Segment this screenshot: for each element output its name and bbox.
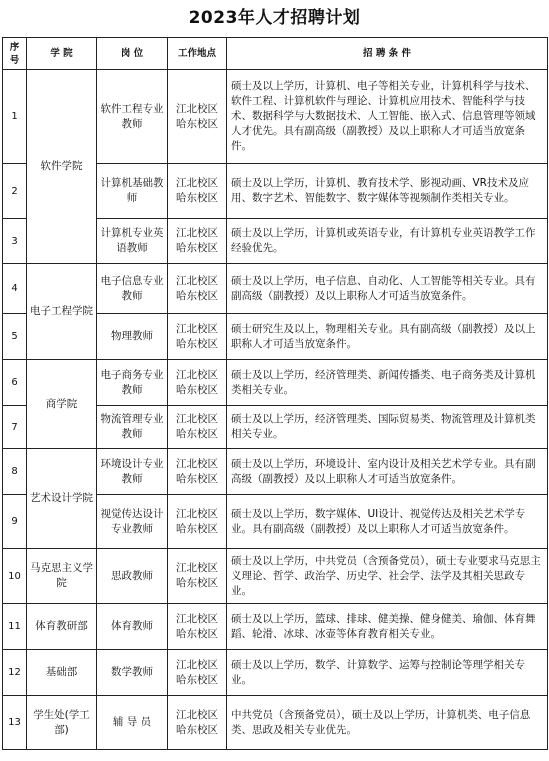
requirements-text: 中共党员（含预备党员），硕士及以上学历，计算机类、电子信息类、思政及相关专业优先。 bbox=[227, 696, 548, 750]
position-name: 计算机专业英语教师 bbox=[97, 219, 168, 264]
position-name: 电子信息专业教师 bbox=[97, 264, 168, 314]
table-row bbox=[3, 264, 548, 314]
requirements-text: 硕士及以上学历，计算机或英语专业，有计算机专业英语教学工作经验优先。 bbox=[227, 219, 548, 264]
requirements-text: 硕士及以上学历，电子信息、自动化、人工智能等相关专业。具有副高级（副教授）及以上职称人才可适当放宽条件。 bbox=[227, 264, 548, 314]
position-name: 体育教师 bbox=[97, 604, 168, 650]
table-row bbox=[3, 70, 548, 164]
header-position: 岗 位 bbox=[97, 38, 168, 70]
recruitment-table bbox=[2, 37, 548, 750]
work-location: 江北校区哈东校区 bbox=[168, 360, 227, 406]
work-location: 江北校区哈东校区 bbox=[168, 549, 227, 604]
position-name: 软件工程专业教师 bbox=[97, 70, 168, 164]
position-name: 视觉传达设计专业教师 bbox=[97, 495, 168, 549]
table-row bbox=[3, 604, 548, 650]
college-name: 软件学院 bbox=[27, 70, 97, 264]
work-location: 江北校区哈东校区 bbox=[168, 70, 227, 164]
table-row bbox=[3, 549, 548, 604]
position-name: 物理教师 bbox=[97, 314, 168, 360]
row-number: 3 bbox=[3, 219, 27, 264]
position-name: 思政教师 bbox=[97, 549, 168, 604]
requirements-text: 硕士及以上学历，经济管理类、国际贸易类、物流管理及计算机类相关专业。 bbox=[227, 406, 548, 449]
position-name: 环境设计专业教师 bbox=[97, 449, 168, 495]
position-name: 电子商务专业教师 bbox=[97, 360, 168, 406]
row-number: 1 bbox=[3, 70, 27, 164]
row-number: 7 bbox=[3, 406, 27, 449]
requirements-text: 硕士及以上学历，计算机、教育技术学、影视动画、VR技术及应用、数字艺术、智能数字、数字媒体等视频制作类相关专业。 bbox=[227, 164, 548, 219]
work-location: 江北校区哈东校区 bbox=[168, 314, 227, 360]
table-row bbox=[3, 449, 548, 495]
college-name: 商学院 bbox=[27, 360, 97, 449]
work-location: 江北校区哈东校区 bbox=[168, 495, 227, 549]
work-location: 江北校区哈东校区 bbox=[168, 650, 227, 696]
requirements-text: 硕士及以上学历，中共党员（含预备党员），硕士专业要求马克思主义理论、哲学、政治学、历史学、社会学、法学及其相关思政专业。 bbox=[227, 549, 548, 604]
row-number: 4 bbox=[3, 264, 27, 314]
row-number: 8 bbox=[3, 449, 27, 495]
college-name: 电子工程学院 bbox=[27, 264, 97, 360]
work-location: 江北校区哈东校区 bbox=[168, 696, 227, 750]
page-title: 2023年人才招聘计划 bbox=[188, 8, 361, 28]
row-number: 11 bbox=[3, 604, 27, 650]
college-name: 体育教研部 bbox=[27, 604, 97, 650]
row-number: 6 bbox=[3, 360, 27, 406]
header-college: 学 院 bbox=[27, 38, 97, 70]
table-row bbox=[3, 696, 548, 750]
row-number: 5 bbox=[3, 314, 27, 360]
requirements-text: 硕士及以上学历，数学、计算数学、运筹与控制论等理学相关专业。 bbox=[227, 650, 548, 696]
college-name: 基础部 bbox=[27, 650, 97, 696]
college-name: 马克思主义学院 bbox=[27, 549, 97, 604]
work-location: 江北校区哈东校区 bbox=[168, 219, 227, 264]
table-header-row bbox=[3, 38, 548, 70]
row-number: 2 bbox=[3, 164, 27, 219]
requirements-text: 硕士及以上学历，经济管理类、新闻传播类、电子商务类及计算机类相关专业。 bbox=[227, 360, 548, 406]
header-requirements: 招 聘 条 件 bbox=[227, 38, 548, 70]
table-body bbox=[3, 70, 548, 750]
requirements-text: 硕士研究生及以上，物理相关专业。具有副高级（副教授）及以上职称人才可适当放宽条件。 bbox=[227, 314, 548, 360]
work-location: 江北校区哈东校区 bbox=[168, 406, 227, 449]
position-name: 辅 导 员 bbox=[97, 696, 168, 750]
requirements-text: 硕士及以上学历，数字媒体、UI设计、视觉传达及相关艺术学专业。具有副高级（副教授）及以上职称人才可适当放宽条件。 bbox=[227, 495, 548, 549]
requirements-text: 硕士及以上学历，计算机、电子等相关专业，计算机科学与技术、软件工程、计算机软件与理论、计算机应用技术、智能科学与技术、数据科学与大数据技术、人工智能、嵌入式、信息管理等领域人才优先。具有副高级（副教授）及以上职称人才可适当放宽条件。 bbox=[227, 70, 548, 164]
position-name: 物流管理专业教师 bbox=[97, 406, 168, 449]
requirements-text: 硕士及以上学历，篮球、排球、健美操、健身健美、瑜伽、体育舞蹈、轮滑、冰球、冰壶等体育教育相关专业。 bbox=[227, 604, 548, 650]
table-row bbox=[3, 650, 548, 696]
header-no: 序号 bbox=[3, 38, 27, 70]
work-location: 江北校区哈东校区 bbox=[168, 604, 227, 650]
row-number: 10 bbox=[3, 549, 27, 604]
position-name: 计算机基础教师 bbox=[97, 164, 168, 219]
work-location: 江北校区哈东校区 bbox=[168, 164, 227, 219]
position-name: 数学教师 bbox=[97, 650, 168, 696]
row-number: 9 bbox=[3, 495, 27, 549]
college-name: 艺术设计学院 bbox=[27, 449, 97, 549]
header-location: 工作地点 bbox=[168, 38, 227, 70]
row-number: 13 bbox=[3, 696, 27, 750]
row-number: 12 bbox=[3, 650, 27, 696]
college-name: 学生处(学工部) bbox=[27, 696, 97, 750]
requirements-text: 硕士及以上学历，环境设计、室内设计及相关艺术学专业。具有副高级（副教授）及以上职称人才可适当放宽条件。 bbox=[227, 449, 548, 495]
work-location: 江北校区哈东校区 bbox=[168, 449, 227, 495]
work-location: 江北校区哈东校区 bbox=[168, 264, 227, 314]
table-row bbox=[3, 360, 548, 406]
